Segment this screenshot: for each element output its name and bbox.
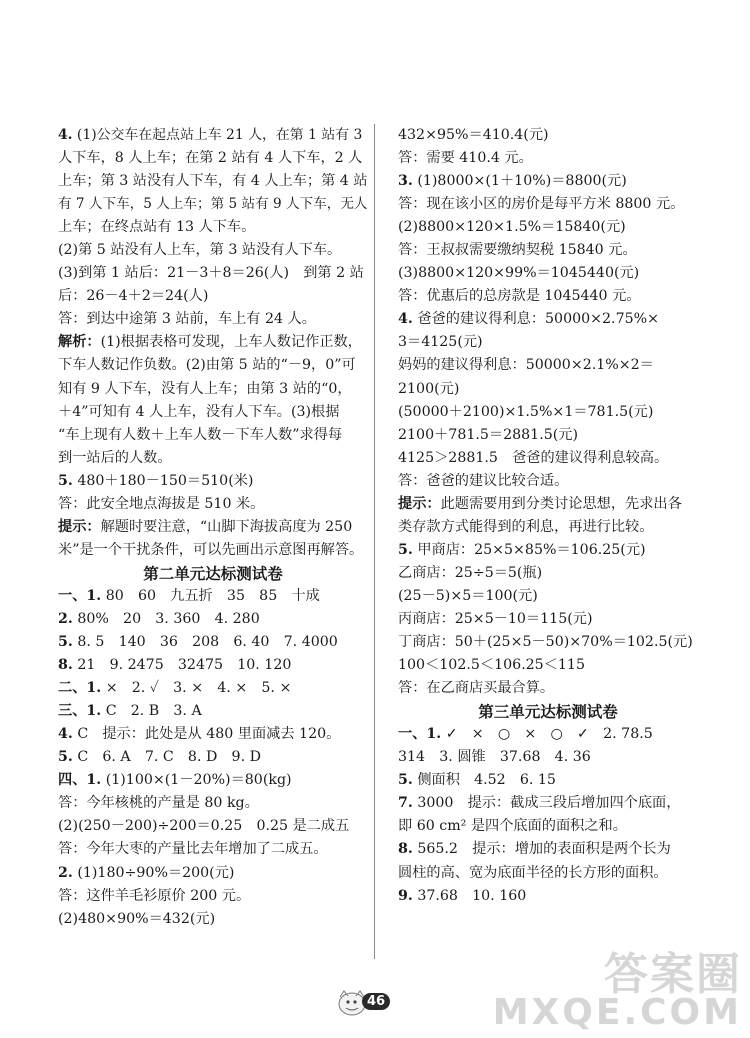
text-line: 3. (1)8000×(1＋10%)＝8800(元) (398, 173, 627, 190)
text-line: 答：在乙商店买最合算。 (398, 680, 555, 697)
text-line: (25－5)×5＝100(元) (398, 587, 538, 604)
text-line: 答：爸爸的建议比较合适。 (398, 472, 569, 489)
text-line: 答：此安全地点海拔是 510 米。 (58, 495, 265, 512)
text-line: (3)到第 1 站后：21－3＋8＝26(人) 到第 2 站 (58, 265, 364, 282)
text-line: 4. (1)公交车在起点站上车 21 人，在第 1 站有 3 (58, 127, 363, 143)
item-label: 5. (398, 541, 413, 558)
text-line: 到一站后的人数。 (58, 449, 172, 466)
column-divider (374, 124, 375, 959)
item-label: 解析： (58, 334, 101, 351)
text-line: 4. C 提示：此处是从 480 里面减去 120。 (58, 726, 341, 743)
text-line: 上车；在终点站有 13 人下车。 (58, 219, 256, 236)
text-line: 解析：(1)根据表格可发现，上车人数记作正数， (58, 334, 362, 351)
left-column (58, 124, 368, 931)
text-line: 4. 爸爸的建议得利息：50000×2.75%× (398, 311, 659, 328)
item-label: 二、1. (58, 680, 102, 697)
text-line: 有 7 人下车，5 人上车；第 5 站有 9 人下车，无人 (58, 196, 368, 213)
text-line: 乙商店：25÷5＝5(瓶) (398, 564, 543, 581)
text-line: 2100＋781.5＝2881.5(元) (398, 426, 578, 443)
item-label: 三、1. (58, 703, 102, 720)
text-line: (2)8800×120×1.5%＝15840(元) (398, 219, 626, 236)
item-label: 5. (58, 749, 73, 766)
text-line: 314 3. 圆锥 37.68 4. 36 (398, 749, 591, 766)
text-line: 答：需要 410.4 元。 (398, 150, 533, 167)
text-line: 丁商店：50＋(25×5－50)×70%＝102.5(元) (398, 634, 693, 651)
text-line: 类存款方式能得到的利息，再进行比较。 (398, 518, 654, 535)
item-label: 一、1. (58, 587, 102, 604)
section-title: 第二单元达标测试卷 (143, 563, 283, 583)
text-line: 5. 侧面积 4.52 6. 15 (398, 772, 556, 789)
item-label: 2. (58, 610, 73, 627)
item-label: 5. (58, 634, 73, 651)
item-label: 8. (398, 841, 413, 858)
watermark-url: MXQE.COM (492, 992, 742, 1033)
item-label: 9. (398, 887, 413, 904)
page-number: 46 (362, 993, 390, 1010)
text-line: 上车；第 3 站没有人下车，有 4 人上车；第 4 站 (58, 173, 368, 190)
text-line: (3)8800×120×99%＝1045440(元) (398, 265, 640, 282)
item-label: 四、1. (58, 772, 102, 789)
text-line: 四、1. (1)100×(1－20%)＝80(kg) (58, 772, 292, 789)
text-line: (2)(250－200)÷200＝0.25 0.25 是二成五 (58, 818, 350, 835)
text-line: 丙商店：25×5－10＝115(元) (398, 610, 593, 627)
text-line: 5. 8. 5 140 36 208 6. 40 7. 4000 (58, 634, 338, 651)
text-line: 下车人数记作负数。(2)由第 5 站的“－9，0”可 (58, 357, 356, 374)
text-line: 答：现在该小区的房价是每平方米 8800 元。 (398, 196, 685, 213)
text-line: 提示：此题需要用到分类讨论思想，先求出各 (398, 495, 682, 512)
text-line: ＋4”可知有 4 人上车，没有人下车。(3)根据 (58, 403, 340, 420)
text-line: 5. 480＋180－150＝510(米) (58, 472, 254, 489)
text-line: 一、1. 80 60 九五折 35 85 十成 (58, 587, 320, 604)
text-line: 4125＞2881.5 爸爸的建议得利息较高。 (398, 449, 669, 466)
text-line: 答：今年核桃的产量是 80 kg。 (58, 795, 259, 812)
text-line: 2. 80% 20 3. 360 4. 280 (58, 610, 260, 627)
text-line: 提示：解题时要注意，“山脚下海拔高度为 250 (58, 518, 353, 535)
item-label: 提示： (398, 495, 441, 512)
item-label: 7. (398, 795, 413, 812)
text-line: 即 60 cm² 是四个底面的面积之和。 (398, 818, 627, 835)
text-line: 5. C 6. A 7. C 8. D 9. D (58, 749, 261, 766)
item-label: 4. (58, 127, 73, 143)
text-line: 答：到达中途第 3 站前，车上有 24 人。 (58, 311, 316, 328)
text-line: 100＜102.5＜106.25＜115 (398, 657, 585, 674)
section-title: 第三单元达标测试卷 (478, 702, 618, 722)
text-line: “车上现有人数＋上车人数－下车人数”求得每 (58, 426, 343, 443)
text-line: 8. 565.2 提示：增加的表面积是两个长为 (398, 841, 671, 858)
item-label: 5. (398, 772, 413, 789)
text-line: 后：26－4＋2＝24(人) (58, 288, 209, 305)
text-line: 三、1. C 2. B 3. A (58, 703, 202, 720)
text-line: (2)480×90%＝432(元) (58, 910, 216, 927)
item-label: 5. (58, 472, 73, 489)
text-line: 7. 3000 提示：截成三段后增加四个底面， (398, 795, 681, 812)
text-line: 一、1. ✓ × ○ × ○ ✓ 2. 78.5 (398, 726, 653, 743)
text-line: 二、1. × 2. ✓ 3. × 4. × 5. × (58, 680, 292, 697)
item-label: 提示： (58, 518, 101, 535)
item-label: 3. (398, 173, 413, 190)
text-line: (50000＋2100)×1.5%×1＝781.5(元) (398, 403, 654, 420)
text-line: (2)第 5 站没有人上车，第 3 站没有人下车。 (58, 242, 342, 259)
text-line: 答：王叔叔需要缴纳契税 15840 元。 (398, 242, 637, 259)
text-line: 人下车，8 人上车；在第 2 站有 4 人下车，2 人 (58, 150, 363, 167)
item-label: 8. (58, 657, 73, 674)
text-line: 9. 37.68 10. 160 (398, 887, 527, 904)
item-label: 4. (58, 726, 73, 743)
right-column (398, 124, 698, 908)
watermark-logo: 答案圈 (604, 949, 742, 1000)
text-line: 2100(元) (398, 380, 460, 397)
text-line: 答：优惠后的总房款是 1045440 元。 (398, 288, 641, 305)
text-line: 2. (1)180÷90%＝200(元) (58, 864, 235, 881)
item-label: 一、1. (398, 726, 442, 743)
text-line: 妈妈的建议得利息：50000×2.1%×2＝ (398, 357, 654, 374)
item-label: 4. (398, 311, 413, 328)
item-label: 2. (58, 864, 73, 881)
text-line: 5. 甲商店：25×5×85%＝106.25(元) (398, 541, 646, 558)
text-line: 3＝4125(元) (398, 334, 483, 351)
text-line: 432×95%＝410.4(元) (398, 127, 549, 143)
text-line: 知有 9 人下车，没有人上车；由第 3 站的“0， (58, 380, 352, 397)
text-line: 圆柱的高、宽为底面半径的长方形的面积。 (398, 864, 668, 881)
text-line: 答：今年大枣的产量比去年增加了二成五。 (58, 841, 328, 858)
text-line: 答：这件羊毛衫原价 200 元。 (58, 887, 251, 904)
text-line: 8. 21 9. 2475 32475 10. 120 (58, 657, 292, 674)
text-line: 米”是一个干扰条件，可以先画出示意图再解答。 (58, 541, 364, 558)
